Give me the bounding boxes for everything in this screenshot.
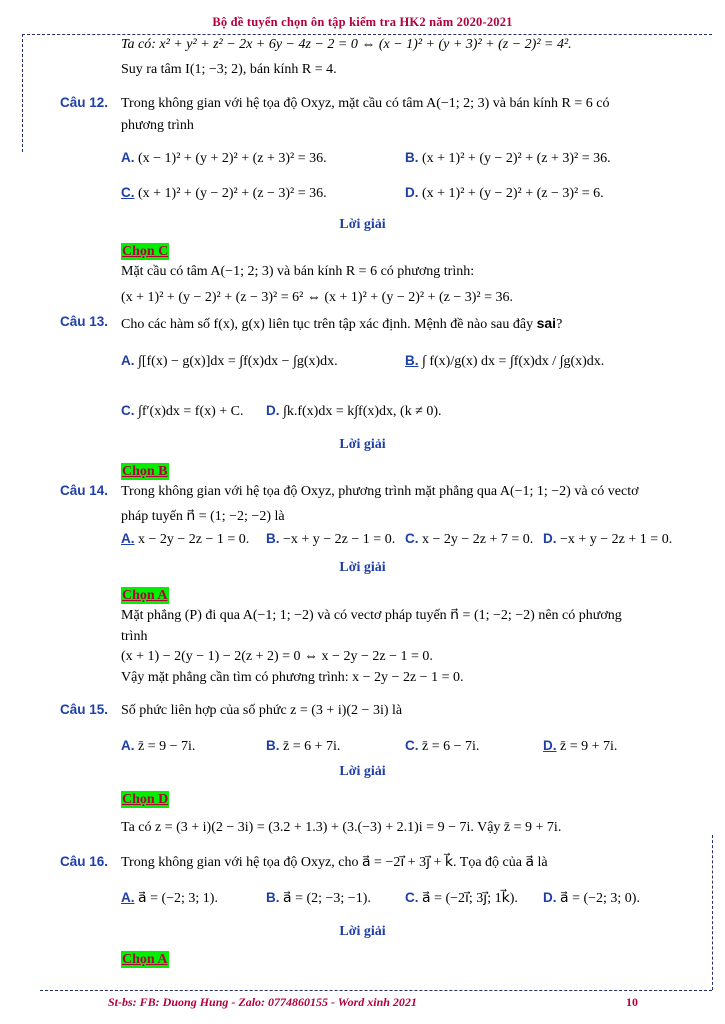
option-label: A.: [121, 353, 135, 368]
q12-text-1: Trong không gian với hệ tọa độ Oxyz, mặt cầu có tâm A(−1; 2; 3) và bán kính R = 6 có: [121, 96, 610, 111]
option-label: B.: [405, 353, 419, 368]
option-text: z̄ = 9 − 7i.: [138, 739, 196, 754]
q13-option-c[interactable]: [121, 402, 244, 421]
q12-text-2: phương trình: [121, 118, 194, 133]
q13-option-b[interactable]: [405, 352, 604, 371]
q14-number: Câu 14.: [60, 483, 109, 498]
frame-top-border: [22, 34, 712, 35]
option-text: (x + 1)² + (y − 2)² + (z − 3)² = 6.: [422, 186, 604, 201]
q12-option-a[interactable]: [121, 149, 327, 168]
option-label: C.: [405, 531, 419, 546]
q12-number: Câu 12.: [60, 95, 109, 110]
q13-solution-label: Lời giải: [339, 437, 386, 452]
option-text: (x + 1)² + (y − 2)² + (z − 3)² = 36.: [138, 186, 327, 201]
option-text: (x + 1)² + (y − 2)² + (z + 3)² = 36.: [422, 151, 611, 166]
option-text: ∫ f(x)/g(x) dx = ∫f(x)dx / ∫g(x)dx.: [422, 354, 605, 369]
option-label: D.: [543, 890, 557, 905]
option-text: −x + y − 2z − 1 = 0.: [283, 532, 396, 547]
q15-option-b[interactable]: [266, 737, 340, 756]
q15-answer: Chọn D: [122, 792, 169, 807]
option-text: ∫f′(x)dx = f(x) + C.: [138, 404, 244, 419]
option-label: A.: [121, 738, 135, 753]
page-number: 10: [626, 995, 638, 1009]
option-label: B.: [266, 531, 280, 546]
q14-solution-2: trình: [121, 629, 148, 644]
option-text: a⃗ = (2; −3; −1).: [283, 891, 371, 906]
q15-solution-1: Ta có z = (3 + i)(2 − 3i) = (3.2 + 1.3) + (3.(−3) + 2.1)i = 9 − 7i. Vậy z̄ = 9 + 7i.: [121, 820, 562, 835]
q16-answer: Chọn A: [122, 952, 168, 967]
q14-solution-1: Mặt phẳng (P) đi qua A(−1; 1; −2) và có vectơ pháp tuyến n⃗ = (1; −2; −2) nên có phương: [121, 608, 622, 623]
q15-text: Số phức liên hợp của số phức z = (3 + i)(2 − 3i) là: [121, 703, 403, 718]
option-label: D.: [543, 531, 557, 546]
q12-answer: Chọn C: [122, 244, 169, 259]
q13-option-a[interactable]: [121, 352, 338, 371]
q12-option-d[interactable]: [405, 184, 604, 203]
q16-text: Trong không gian với hệ tọa độ Oxyz, cho a⃗ = −2i⃗ + 3j⃗ + k⃗. Tọa độ của a⃗ là: [121, 855, 548, 870]
q12-solution-2: (x + 1)² + (y − 2)² + (z − 3)² = 6² ⇔ (x + 1)² + (y − 2)² + (z − 3)² = 36.: [121, 290, 513, 305]
option-label: C.: [405, 890, 419, 905]
option-label: C.: [405, 738, 419, 753]
q14-option-c[interactable]: [405, 530, 533, 549]
q15-option-d[interactable]: [543, 737, 617, 756]
q14-solution-label: Lời giải: [339, 560, 386, 575]
option-label: D.: [543, 738, 557, 753]
intro-line-2: Suy ra tâm I(1; −3; 2), bán kính R = 4.: [121, 62, 337, 77]
option-label: A.: [121, 890, 135, 905]
q13-text-body: Cho các hàm số f(x), g(x) liên tục trên tập xác định. Mệnh đề nào sau đây: [121, 317, 534, 332]
option-text: z̄ = 9 + 7i.: [560, 739, 618, 754]
option-text: z̄ = 6 + 7i.: [283, 739, 341, 754]
option-label: B.: [405, 150, 419, 165]
q14-answer: Chọn A: [122, 588, 168, 603]
frame-left-border: [22, 34, 23, 152]
option-label: B.: [266, 738, 280, 753]
q16-solution-label: Lời giải: [339, 924, 386, 939]
page-footer: St-bs: FB: Duong Hung - Zalo: 0774860155 - Word xinh 2021: [108, 995, 417, 1009]
option-label: A.: [121, 531, 135, 546]
q12-solution-1: Mặt cầu có tâm A(−1; 2; 3) và bán kính R = 6 có phương trình:: [121, 264, 475, 279]
q15-option-a[interactable]: [121, 737, 195, 756]
frame-right-border: [712, 835, 713, 990]
option-label: B.: [266, 890, 280, 905]
q15-solution-label: Lời giải: [339, 764, 386, 779]
q12-option-c[interactable]: [121, 184, 327, 203]
q16-option-c[interactable]: [405, 889, 518, 908]
option-text: −x + y − 2z + 1 = 0.: [560, 532, 673, 547]
q14-option-d[interactable]: [543, 530, 672, 549]
q14-text-1: Trong không gian với hệ tọa độ Oxyz, phương trình mặt phẳng qua A(−1; 1; −2) và có vectơ: [121, 484, 639, 499]
option-text: x − 2y − 2z − 1 = 0.: [138, 532, 250, 547]
q16-number: Câu 16.: [60, 854, 109, 869]
option-label: A.: [121, 150, 135, 165]
frame-bottom-border: [40, 990, 712, 991]
option-label: C.: [121, 403, 135, 418]
q16-option-d[interactable]: [543, 889, 640, 908]
option-label: D.: [405, 185, 419, 200]
q14-option-b[interactable]: [266, 530, 395, 549]
q13-text-bold: sai: [536, 315, 557, 331]
option-text: x − 2y − 2z + 7 = 0.: [422, 532, 534, 547]
option-text: a⃗ = (−2; 3; 1).: [138, 891, 218, 906]
q14-solution-3: (x + 1) − 2(y − 1) − 2(z + 2) = 0 ⇔ x − 2y − 2z − 1 = 0.: [121, 649, 433, 664]
q13-answer: Chọn B: [122, 464, 168, 479]
q14-option-a[interactable]: [121, 530, 249, 549]
option-text: z̄ = 6 − 7i.: [422, 739, 480, 754]
option-text: ∫k.f(x)dx = k∫f(x)dx, (k ≠ 0).: [283, 404, 442, 419]
q16-option-a[interactable]: [121, 889, 218, 908]
q12-solution-label: Lời giải: [339, 217, 386, 232]
q12-option-b[interactable]: [405, 149, 611, 168]
option-text: ∫[f(x) − g(x)]dx = ∫f(x)dx − ∫g(x)dx.: [138, 354, 338, 369]
option-text: (x − 1)² + (y + 2)² + (z + 3)² = 36.: [138, 151, 327, 166]
option-label: C.: [121, 185, 135, 200]
option-text: a⃗ = (−2; 3; 0).: [560, 891, 640, 906]
q13-number: Câu 13.: [60, 314, 109, 329]
q14-text-2: pháp tuyến n⃗ = (1; −2; −2) là: [121, 509, 285, 524]
intro-line-1: Ta có: x² + y² + z² − 2x + 6y − 4z − 2 = 0 ⇔ (x − 1)² + (y + 3)² + (z − 2)² = 4².: [121, 37, 572, 52]
q14-solution-4: Vậy mặt phẳng cần tìm có phương trình: x − 2y − 2z − 1 = 0.: [121, 670, 464, 685]
option-label: D.: [266, 403, 280, 418]
q13-text: Cho các hàm số f(x), g(x) liên tục trên tập xác định. Mệnh đề nào sau đây sai?: [121, 315, 563, 332]
page-header: Bộ đề tuyển chọn ôn tập kiểm tra HK2 năm 2020-2021: [212, 15, 513, 29]
q13-option-d[interactable]: [266, 402, 442, 421]
option-text: a⃗ = (−2i⃗; 3j⃗; 1k⃗).: [422, 891, 518, 906]
q16-option-b[interactable]: [266, 889, 371, 908]
q15-number: Câu 15.: [60, 702, 109, 717]
q15-option-c[interactable]: [405, 737, 479, 756]
